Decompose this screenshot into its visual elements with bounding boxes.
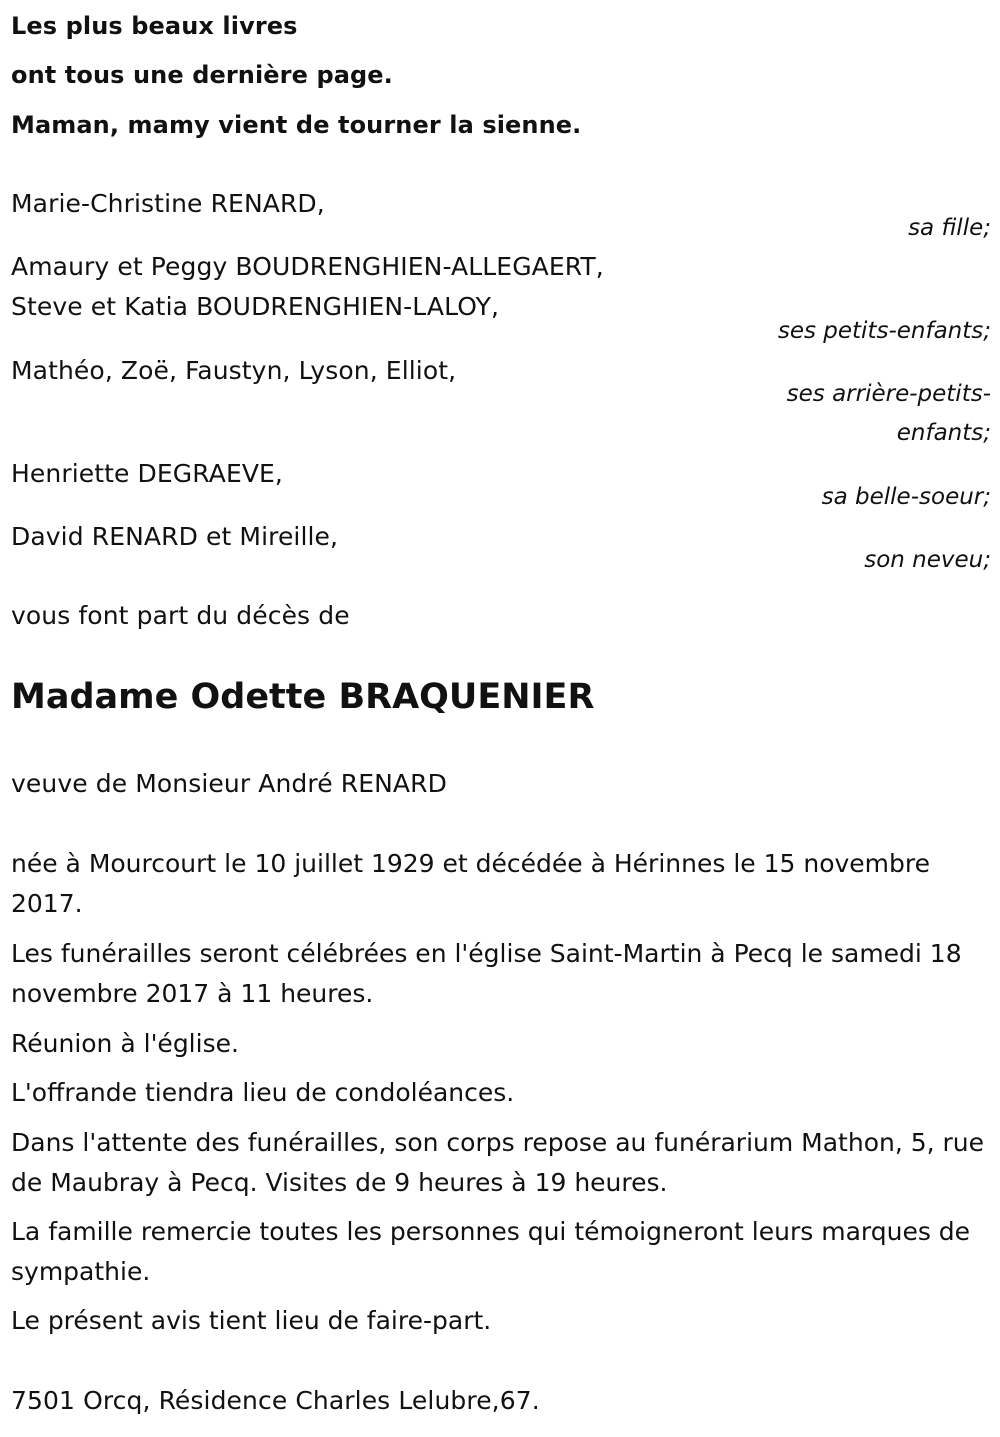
notice-details: Le présent avis tient lieu de faire-part. [11,1306,492,1335]
epitaph-line-3: Maman, mamy vient de tourner la sienne. [11,111,582,139]
announcement-text: vous font part du décès de [11,601,350,630]
family-role: sa belle-soeur; [821,484,991,510]
family-member-name: Mathéo, Zoë, Faustyn, Lyson, Elliot, [11,356,457,385]
gathering-details: Réunion à l'église. [11,1029,239,1058]
birth-death-details: née à Mourcourt le 10 juillet 1929 et décédée à Hérinnes le 15 novembre 2017. [11,849,931,918]
family-member-name: Amaury et Peggy BOUDRENGHIEN-ALLEGAERT, [11,252,604,281]
family-role: enfants; [896,420,991,446]
family-role: son neveu; [864,547,991,573]
family-role: ses petits-enfants; [777,318,991,344]
funerarium-details: Dans l'attente des funérailles, son corps repose au funérarium Mathon, 5, rue de Maubray à Pecq. Visites de 9 heures à 19 heures. [11,1128,985,1197]
funeral-details: Les funérailles seront célébrées en l'église Saint-Martin à Pecq le samedi 18 novembre 2017 à 11 heures. [11,939,962,1008]
family-role: ses arrière-petits- [786,381,991,407]
family-member-name: Steve et Katia BOUDRENGHIEN-LALOY, [11,292,500,321]
family-member-name: Henriette DEGRAEVE, [11,459,283,488]
epitaph-line-1: Les plus beaux livres [11,12,298,40]
widow-of: veuve de Monsieur André RENARD [11,769,447,798]
offering-details: L'offrande tiendra lieu de condoléances. [11,1078,515,1107]
family-role: sa fille; [908,215,991,241]
family-member-name: David RENARD et Mireille, [11,522,339,551]
family-member-name: Marie-Christine RENARD, [11,189,325,218]
epitaph-line-2: ont tous une dernière page. [11,61,393,89]
family-address: 7501 Orcq, Résidence Charles Lelubre,67. [11,1386,540,1415]
deceased-name: Madame Odette BRAQUENIER [11,677,595,717]
thanks-details: La famille remercie toutes les personnes qui témoigneront leurs marques de sympathie. [11,1217,971,1286]
